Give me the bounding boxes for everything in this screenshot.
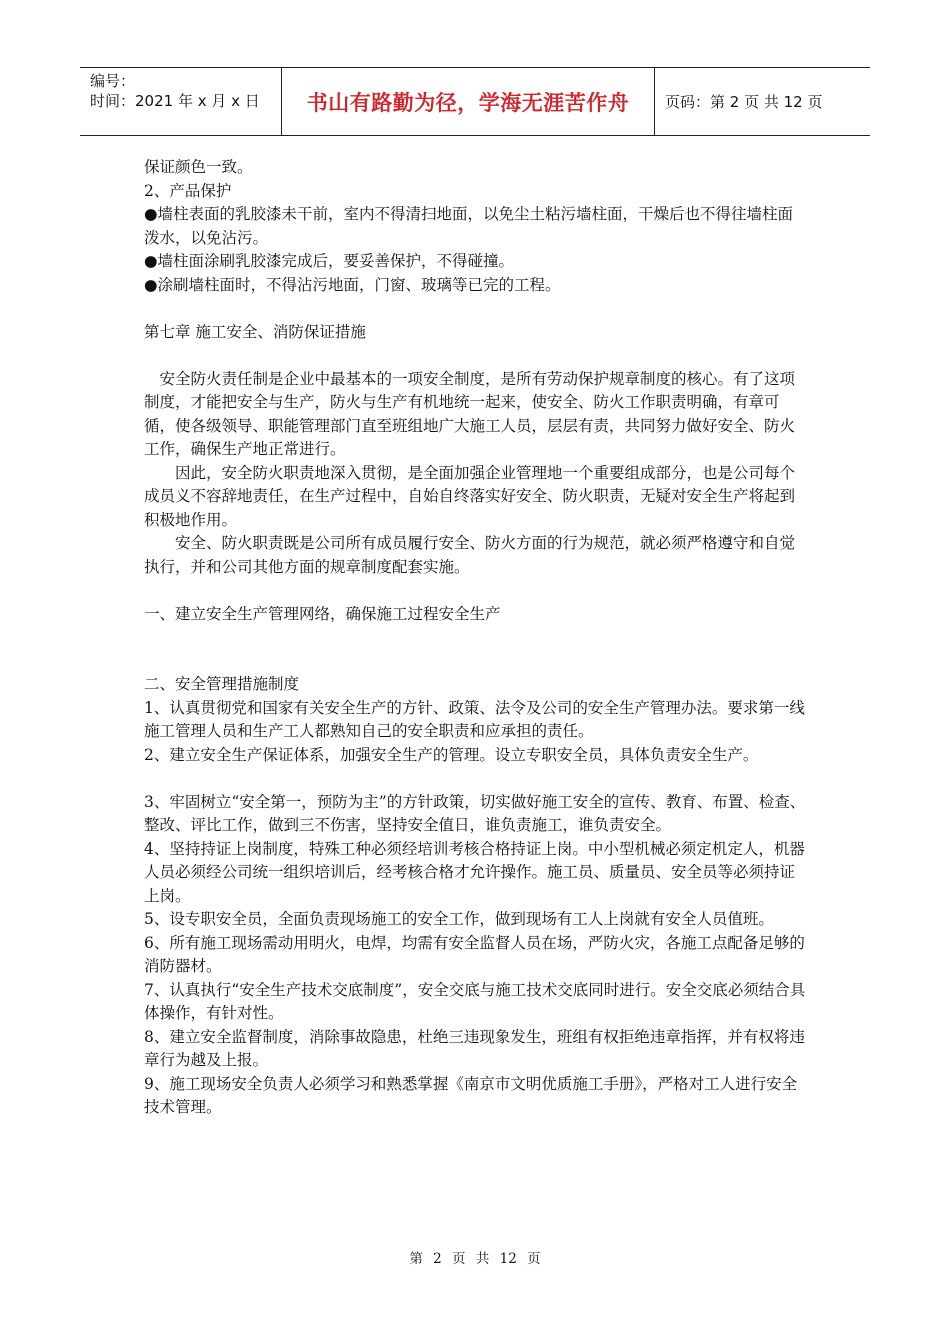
spacer	[144, 344, 808, 368]
list-item: 5、设专职安全员，全面负责现场施工的安全工作，做到现场有工人上岗就有安全人员值班。	[144, 910, 774, 928]
header-motto: 书山有路勤为径，学海无涯苦作舟	[282, 68, 655, 135]
list-item: 2、建立安全生产保证体系，加强安全生产的管理。设立专职安全员，具体负责安全生产。	[144, 745, 759, 764]
spacer	[144, 297, 808, 321]
list-item: 6、所有施工现场需动用明火，电焊，均需有安全监督人员在场，严防火灾，各施工点配备足够的消防器材。	[144, 933, 805, 975]
list-item: 9、施工现场安全负责人必须学习和熟悉掌握《南京市文明优质施工手册》，严格对工人进行安全技术管理。	[144, 1074, 798, 1116]
number-label: 编号：	[90, 72, 136, 90]
list-item: 8、建立安全监督制度，消除事故隐患，杜绝三违现象发生，班组有权拒绝违章指挥，并有权将违章行为越及上报。	[144, 1027, 805, 1069]
list-item: 7、认真执行“安全生产技术交底制度”，安全交底与施工技术交底同时进行。安全交底必须结合具体操作，有针对性。	[144, 980, 806, 1022]
list-item: 3、牢固树立“安全第一，预防为主”的方针政策，切实做好施工安全的宣传、教育、布置、检查、整改、评比工作，做到三不伤害，坚持安全值日，谁负责施工，谁负责安全。	[144, 792, 806, 834]
subheading-product-protection: 2、产品保护	[144, 181, 232, 200]
header-page-info: 页码：第 2 页 共 12 页	[665, 93, 823, 111]
list-item: 1、认真贯彻党和国家有关安全生产的方针、政策、法令及公司的安全生产管理办法。要求第一线施工管理人员和生产工人都熟知自己的安全职责和应承担的责任。	[144, 698, 805, 740]
document-body	[144, 156, 808, 1120]
paragraph: 因此，安全防火职责地深入贯彻，是全面加强企业管理地一个重要组成部分，也是公司每个成员义不容辞地责任，在生产过程中，自始自终落实好安全、防火职责，无疑对安全生产将起到积极地作用。	[144, 463, 796, 529]
chapter-heading: 第七章 施工安全、消防保证措施	[144, 322, 366, 341]
spacer	[144, 579, 808, 603]
list-item: 4、坚持持证上岗制度，特殊工种必须经培训考核合格持证上岗。中小型机械必须定机定人，机器人员必须经公司统一组织培训后，经考核合格才允许操作。施工员、质量员、安全员等必须持证上岗。	[144, 839, 805, 905]
header-meta	[80, 68, 282, 135]
date-label: 时间：2021 年 x 月 x 日	[90, 92, 260, 110]
page-footer: 第 2 页 共 12 页	[409, 1251, 541, 1267]
bullet-item: ●涂刷墙柱面时，不得沾污地面，门窗、玻璃等已完的工程。	[144, 275, 561, 294]
bullet-item: ●墙柱面涂刷乳胶漆完成后，要妥善保护，不得碰撞。	[144, 252, 515, 270]
spacer	[144, 767, 808, 791]
paragraph: 安全防火责任制是企业中最基本的一项安全制度，是所有劳动保护规章制度的核心。有了这项制度，才能把安全与生产，防火与生产有机地统一起来，使安全、防火工作职责明确，有章可循，使各级领导、职能管理部门直至班组地广大施工人员，层层有责，共同努力做好安全、防火工作，确保生产地正常进行。	[144, 369, 796, 458]
section-heading: 二、安全管理措施制度	[144, 675, 300, 693]
spacer	[144, 626, 808, 673]
page-header	[80, 67, 870, 136]
bullet-item: ●墙柱表面的乳胶漆未干前，室内不得清扫地面，以免尘土粘污墙柱面，干燥后也不得往墙柱面泼水，以免沾污。	[144, 205, 794, 247]
section-heading: 一、建立安全生产管理网络，确保施工过程安全生产	[144, 604, 501, 623]
paragraph: 安全、防火职责既是公司所有成员履行安全、防火方面的行为规范，就必须严格遵守和自觉执行，并和公司其他方面的规章制度配套实施。	[144, 534, 796, 576]
paragraph: 保证颜色一致。	[144, 158, 253, 176]
